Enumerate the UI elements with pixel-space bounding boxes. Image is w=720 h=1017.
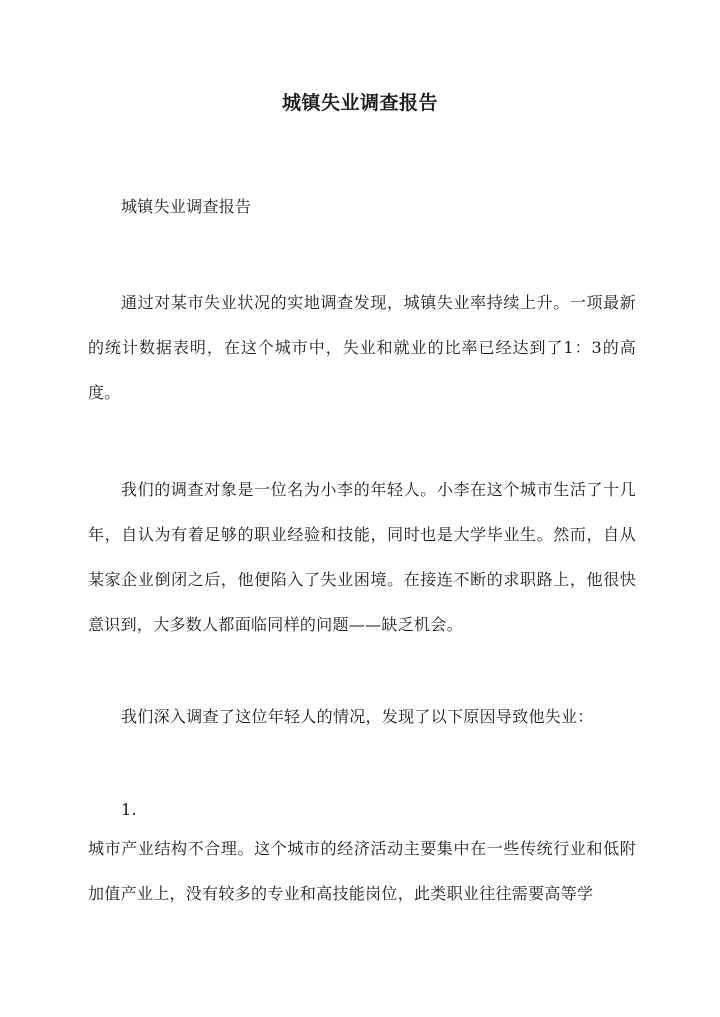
paragraph-findings: 我们深入调查了这位年轻人的情况，发现了以下原因导致他失业： [121, 707, 594, 726]
document-title: 城镇失业调查报告 [281, 92, 438, 114]
list-item-number: 1. [121, 800, 137, 819]
paragraph-subject: 我们的调查对象是一位名为小李的年轻人。小李在这个城市生活了十几年，自认为有着足够的职业经验和技能，同时也是大学毕业生。然而，自从某家企业倒闭之后，他便陷入了失业困境。在接连不断的求职路上，他很快意识到，大多数人都面临同样的问题——缺乏机会。 [88, 480, 636, 634]
list-item-text: 城市产业结构不合理。这个城市的经济活动主要集中在一些传统行业和低附加值产业上，没有较多的专业和高技能岗位，此类职业往往需要高等学 [88, 839, 636, 903]
paragraph-intro: 通过对某市失业状况的实地调查发现，城镇失业率持续上升。一项最新的统计数据表明，在这个城市中，失业和就业的比率已经达到了1：3的高度。 [88, 293, 636, 402]
document-subtitle: 城镇失业调查报告 [121, 197, 252, 216]
